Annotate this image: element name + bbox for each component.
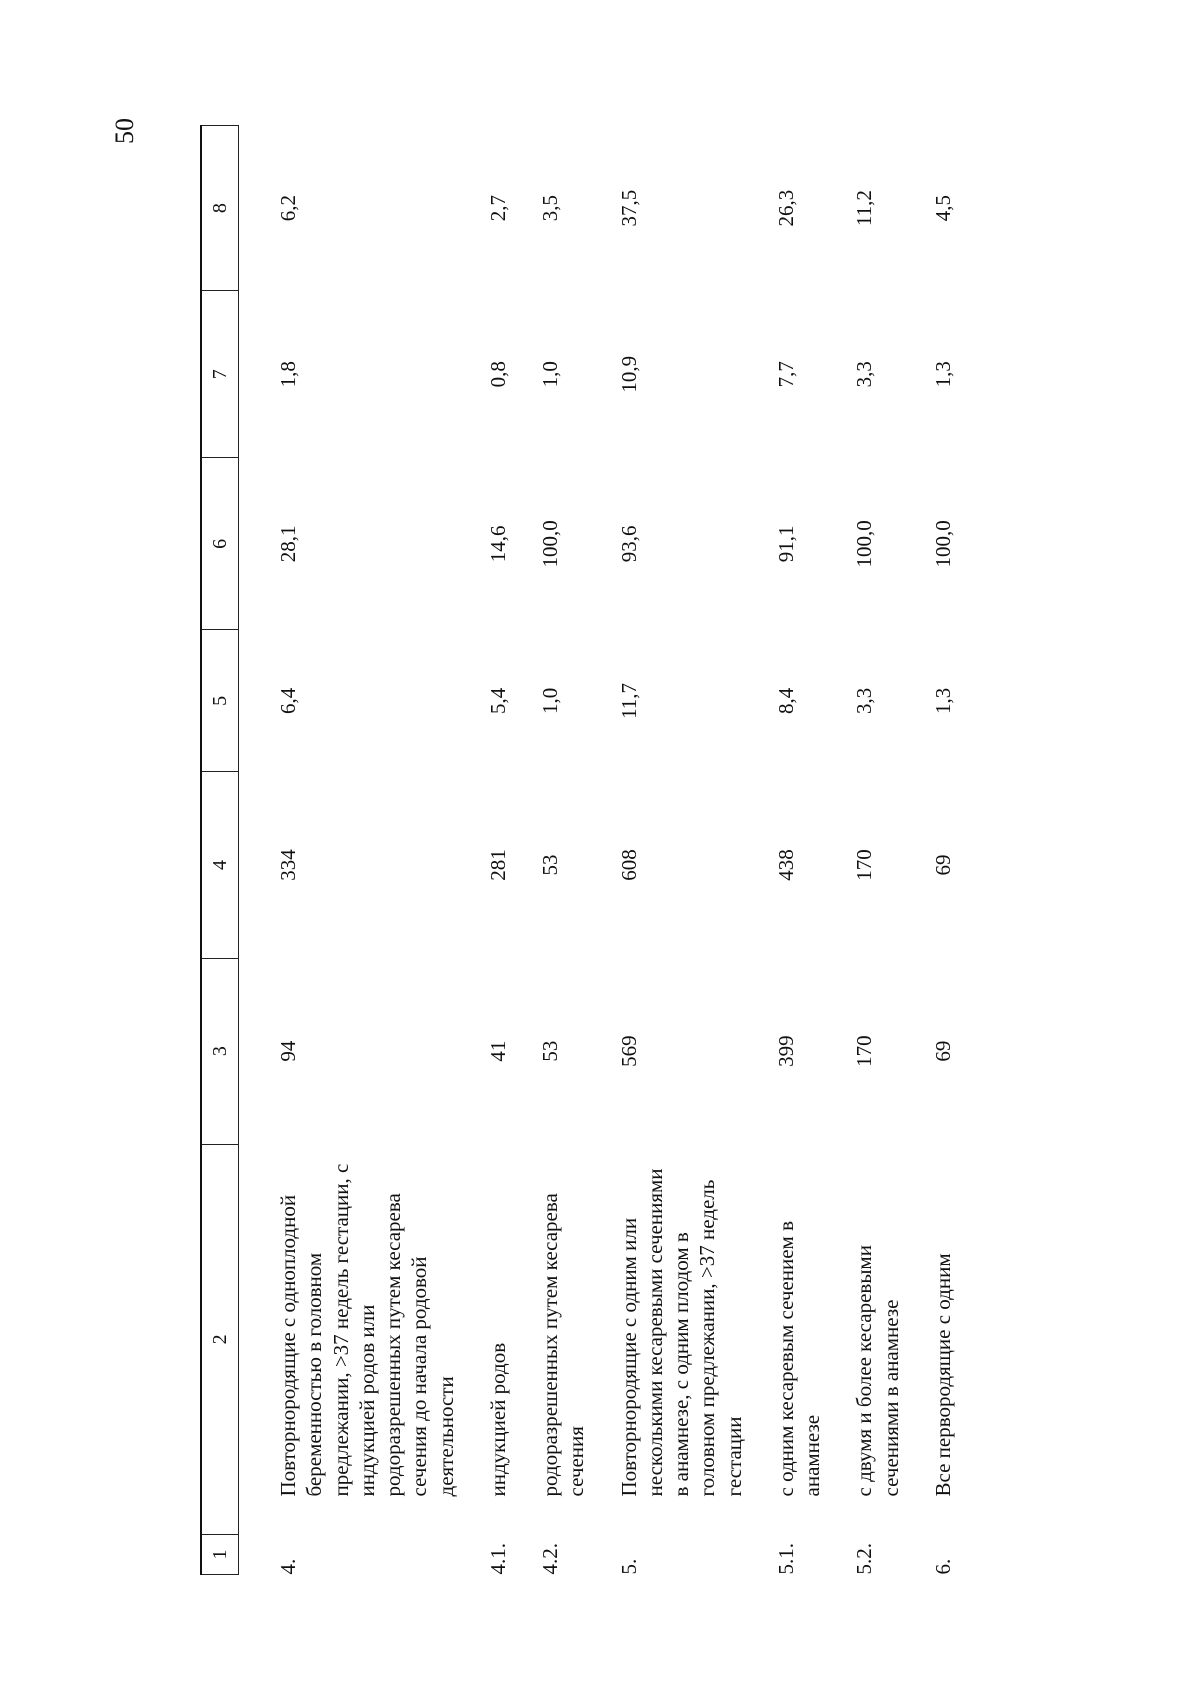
- table-header: [201, 126, 239, 1575]
- row-label: Повторнородящие с одним или несколькими кесаревыми сечениями в анамнезе, с одним плодом в головном предлежании, >37 недель гестации: [616, 1168, 746, 1497]
- cell-col-4: 69: [930, 854, 955, 876]
- cell-col-5: 11,7: [616, 682, 641, 719]
- row-number: 4.: [276, 1558, 300, 1575]
- cell-col-8: 6,2: [276, 194, 300, 222]
- cell-col-8: 3,5: [538, 194, 562, 222]
- header-col-2: 2: [201, 1144, 239, 1534]
- header-col-4: 4: [201, 772, 239, 958]
- cell-col-6: 28,1: [276, 525, 300, 563]
- header-col-1: 1: [201, 1534, 239, 1574]
- table-row: [851, 126, 930, 1575]
- cell-col-8: 26,3: [773, 189, 798, 227]
- header-col-5: 5: [201, 630, 239, 772]
- row-label: индукцией родов: [485, 1342, 510, 1497]
- row-label: с одним кесаревым сечением в анамнезе: [773, 1221, 824, 1497]
- cell-col-3: 41: [485, 1040, 510, 1062]
- cell-col-4: 53: [538, 854, 562, 876]
- table-row: [485, 126, 537, 1575]
- row-number: 4.1.: [485, 1543, 510, 1575]
- row-number: 6.: [930, 1558, 955, 1575]
- cell-col-3: 399: [773, 1035, 798, 1067]
- cell-col-3: 94: [276, 1040, 300, 1062]
- cell-col-5: 5,4: [485, 687, 510, 715]
- cell-col-4: 170: [852, 849, 877, 881]
- cell-col-4: 608: [616, 849, 641, 881]
- table-row: [537, 126, 616, 1575]
- cell-col-5: 1,3: [930, 687, 955, 715]
- header-col-6: 6: [201, 458, 239, 630]
- cell-col-5: 8,4: [773, 687, 798, 715]
- table-row: [773, 126, 852, 1575]
- table-row: [616, 126, 773, 1575]
- cell-col-5: 1,0: [538, 687, 562, 715]
- cell-col-7: 7,7: [773, 361, 798, 388]
- cell-col-7: 1,3: [930, 361, 955, 388]
- row-number: 5.: [616, 1558, 641, 1575]
- header-col-8: 8: [201, 126, 239, 291]
- header-col-7: 7: [201, 291, 239, 458]
- cell-col-6: 100,0: [538, 520, 562, 568]
- table-body: [239, 126, 983, 1575]
- table-row: [239, 126, 485, 1575]
- row-label: Повторнородящие с одноплодной беременностью в головном предлежании, >37 недель гестации, с индукцией родов или родоразрешенных путем кесарева сечения до начала родовой деятельности: [276, 1163, 458, 1497]
- cell-col-8: 4,5: [930, 194, 955, 222]
- cell-col-6: 93,6: [616, 525, 641, 563]
- cell-col-7: 3,3: [852, 361, 877, 388]
- cell-col-4: 438: [773, 849, 798, 881]
- cell-col-3: 69: [930, 1040, 955, 1062]
- cell-col-7: 1,8: [276, 361, 300, 388]
- row-label: Все первородящие с одним: [930, 1253, 955, 1497]
- cell-col-3: 53: [538, 1040, 562, 1062]
- rotated-table-container: [200, 125, 1100, 1575]
- header-col-3: 3: [201, 958, 239, 1144]
- cell-col-3: 170: [852, 1035, 877, 1067]
- header-row: [201, 126, 239, 1575]
- cell-col-5: 3,3: [852, 687, 877, 715]
- table-row: [930, 126, 982, 1575]
- cell-col-6: 14,6: [485, 525, 510, 563]
- row-label: родоразрешенных путем кесарева сечения: [538, 1193, 589, 1497]
- cell-col-6: 100,0: [852, 520, 877, 568]
- cell-col-6: 91,1: [773, 525, 798, 563]
- cell-col-5: 6,4: [276, 687, 300, 715]
- cell-col-7: 10,9: [616, 355, 641, 393]
- cell-col-8: 37,5: [616, 189, 641, 227]
- cell-col-7: 0,8: [485, 361, 510, 388]
- cell-col-8: 11,2: [852, 190, 877, 227]
- cell-col-6: 100,0: [930, 520, 955, 568]
- row-label: с двумя и более кесаревыми сечениями в анамнезе: [852, 1245, 903, 1497]
- cell-col-4: 281: [485, 849, 510, 881]
- cell-col-3: 569: [616, 1035, 641, 1067]
- row-number: 5.1.: [773, 1543, 798, 1575]
- cell-col-4: 334: [276, 849, 300, 881]
- row-number: 5.2.: [852, 1543, 877, 1575]
- statistics-table: [200, 125, 982, 1575]
- cell-col-7: 1,0: [538, 361, 562, 388]
- row-number: 4.2.: [538, 1543, 562, 1575]
- page-number: 50: [110, 118, 139, 144]
- cell-col-8: 2,7: [485, 194, 510, 222]
